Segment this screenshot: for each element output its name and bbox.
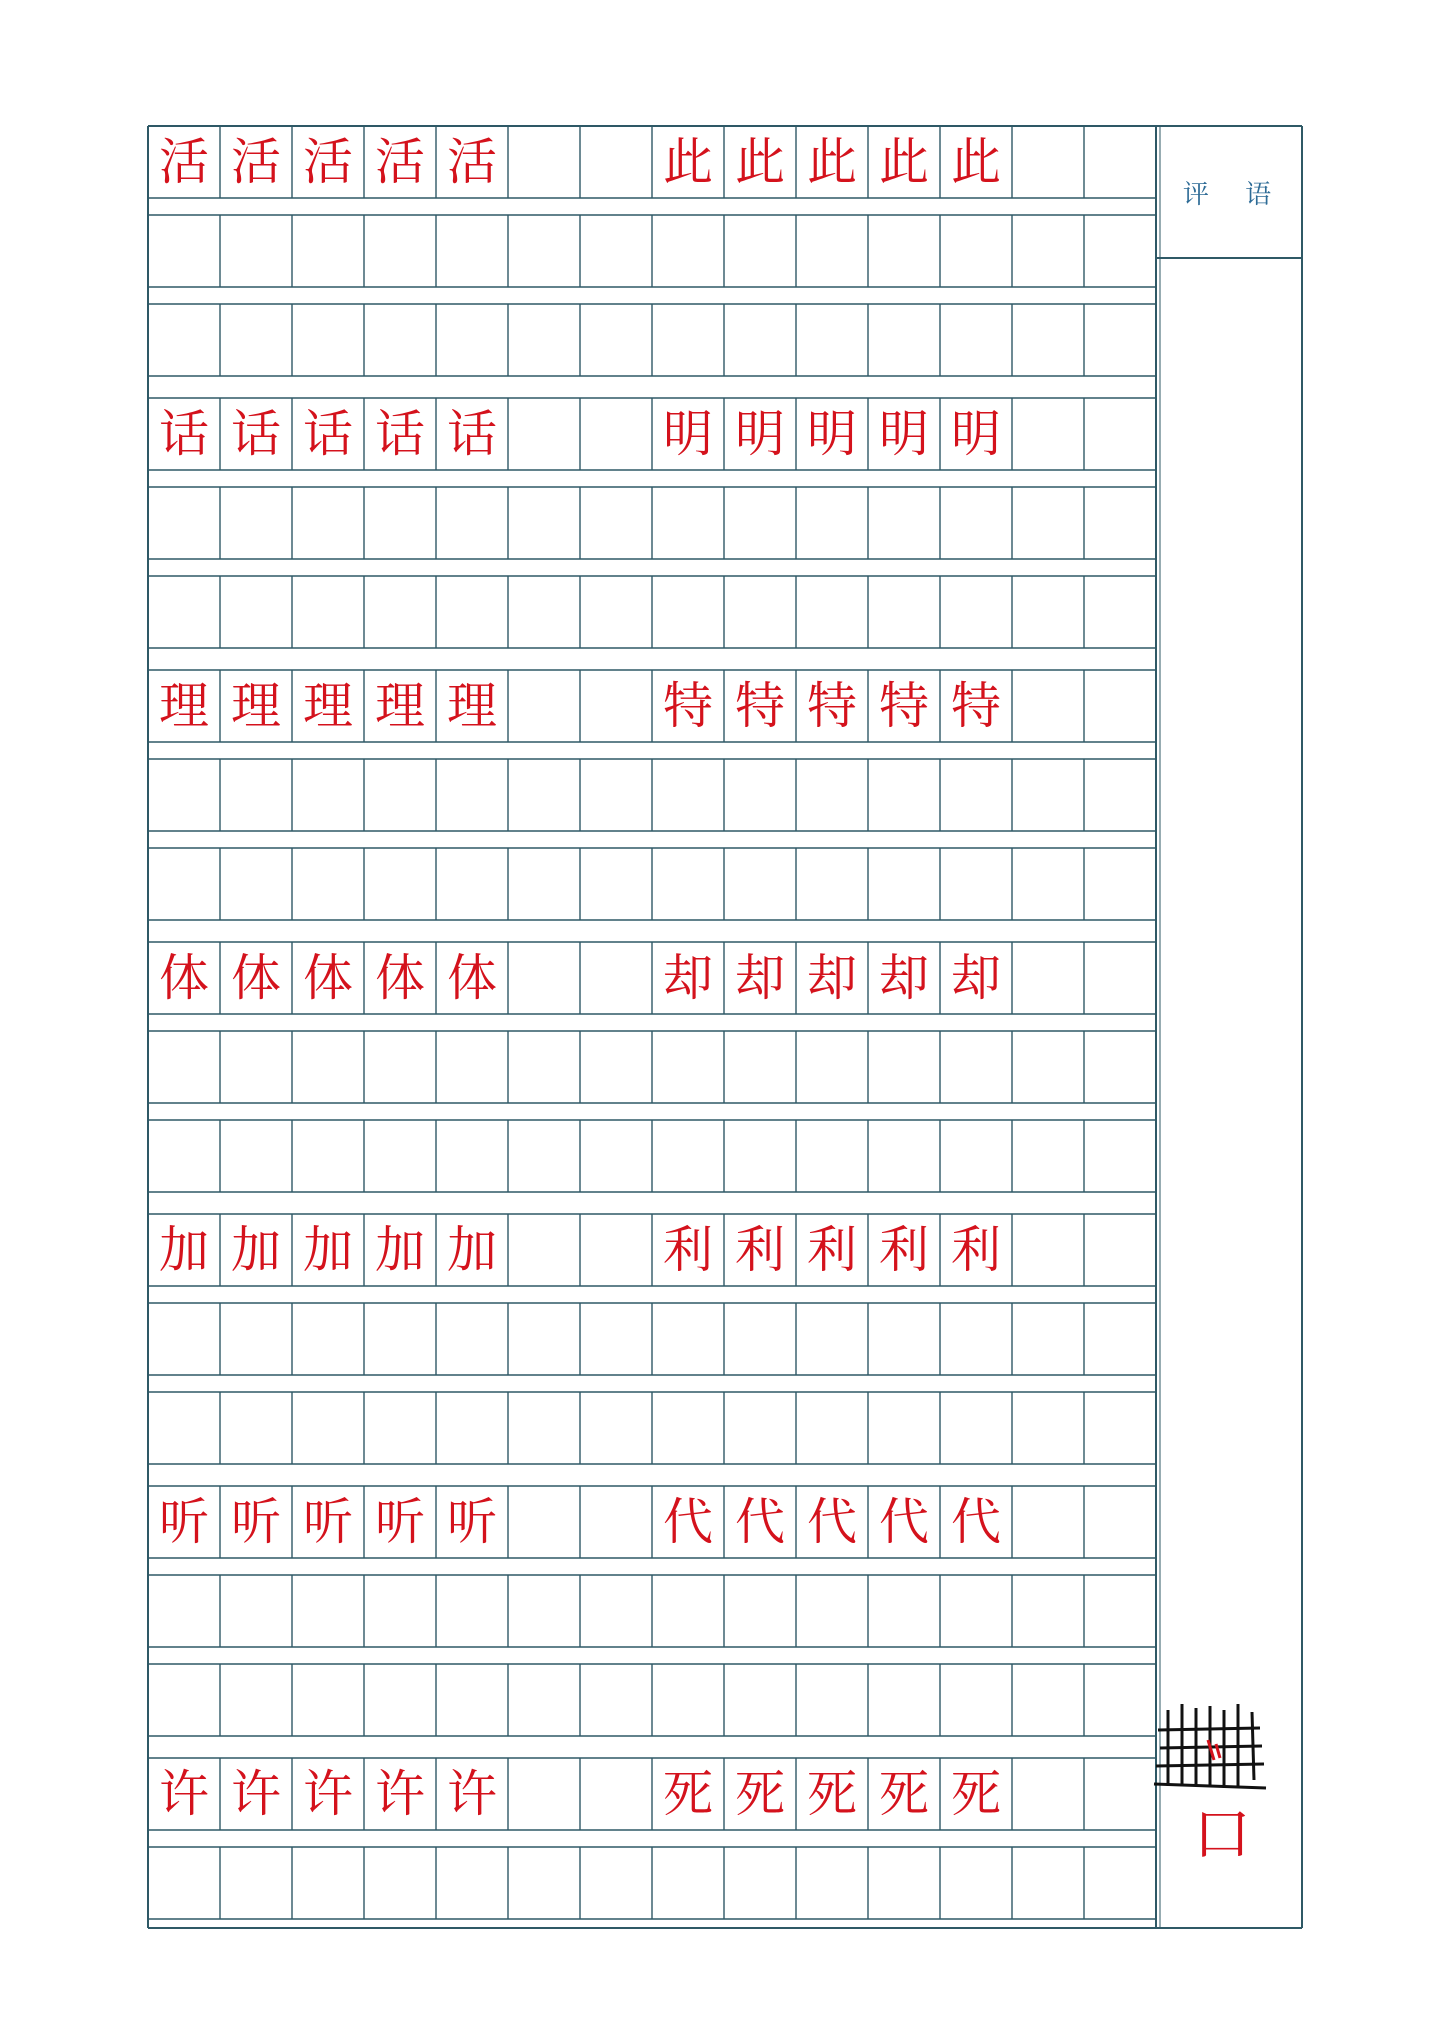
handwritten-char: 听 (303, 1493, 353, 1551)
handwritten-char: 体 (159, 949, 209, 1007)
handwritten-char: 理 (159, 677, 209, 735)
handwritten-char: 此 (879, 133, 929, 191)
grade-box: 口 (1192, 1800, 1251, 1868)
handwritten-char: 加 (159, 1221, 209, 1279)
handwritten-char: 许 (447, 1765, 497, 1823)
handwritten-char: 代 (807, 1493, 857, 1551)
handwritten-char: 死 (807, 1765, 857, 1823)
handwritten-char: 听 (447, 1493, 497, 1551)
handwritten-char: 特 (663, 677, 713, 735)
handwritten-char: 此 (735, 133, 785, 191)
handwritten-char: 明 (951, 405, 1001, 463)
handwritten-char: 特 (735, 677, 785, 735)
handwritten-char: 理 (231, 677, 281, 735)
handwritten-char: 明 (807, 405, 857, 463)
handwritten-char: 明 (735, 405, 785, 463)
handwritten-char: 理 (303, 677, 353, 735)
handwritten-char: 却 (879, 949, 929, 1007)
handwritten-char: 话 (303, 405, 353, 463)
handwritten-char: 死 (735, 1765, 785, 1823)
handwritten-char: 体 (303, 949, 353, 1007)
handwritten-char: 听 (159, 1493, 209, 1551)
handwritten-char: 话 (375, 405, 425, 463)
handwritten-char: 死 (951, 1765, 1001, 1823)
handwritten-char: 此 (663, 133, 713, 191)
handwritten-char: 理 (375, 677, 425, 735)
handwritten-char: 话 (231, 405, 281, 463)
handwritten-char: 明 (879, 405, 929, 463)
handwritten-char: 此 (951, 133, 1001, 191)
handwritten-char: 利 (879, 1221, 929, 1279)
handwritten-char: 话 (447, 405, 497, 463)
handwritten-char: 代 (663, 1493, 713, 1551)
handwritten-char: 却 (951, 949, 1001, 1007)
handwritten-char: 许 (159, 1765, 209, 1823)
handwritten-char: 体 (231, 949, 281, 1007)
handwritten-char: 却 (663, 949, 713, 1007)
handwritten-char: 许 (375, 1765, 425, 1823)
handwritten-char: 加 (447, 1221, 497, 1279)
comment-header: 评 语 (1182, 179, 1286, 210)
handwritten-char: 体 (375, 949, 425, 1007)
handwritten-char: 活 (159, 133, 209, 191)
handwritten-char: 利 (663, 1221, 713, 1279)
handwritten-char: 加 (303, 1221, 353, 1279)
handwritten-char: 加 (231, 1221, 281, 1279)
handwritten-char: 代 (735, 1493, 785, 1551)
handwritten-char: 特 (951, 677, 1001, 735)
handwritten-char: 话 (159, 405, 209, 463)
handwritten-char: 活 (447, 133, 497, 191)
handwritten-char: 加 (375, 1221, 425, 1279)
handwritten-char: 许 (231, 1765, 281, 1823)
handwritten-char: 却 (807, 949, 857, 1007)
handwritten-char: 活 (303, 133, 353, 191)
handwritten-char: 明 (663, 405, 713, 463)
handwritten-char: 特 (807, 677, 857, 735)
handwritten-char: 许 (303, 1765, 353, 1823)
handwritten-char: 理 (447, 677, 497, 735)
handwritten-char: 听 (231, 1493, 281, 1551)
handwritten-char: 此 (807, 133, 857, 191)
handwritten-char: 代 (879, 1493, 929, 1551)
handwritten-char: 死 (663, 1765, 713, 1823)
handwritten-char: 特 (879, 677, 929, 735)
handwritten-char: 却 (735, 949, 785, 1007)
handwritten-char: 体 (447, 949, 497, 1007)
handwritten-char: 死 (879, 1765, 929, 1823)
handwritten-char: 活 (231, 133, 281, 191)
handwritten-char: 听 (375, 1493, 425, 1551)
handwritten-char: 代 (951, 1493, 1001, 1551)
handwritten-char: 利 (951, 1221, 1001, 1279)
handwritten-char: 利 (735, 1221, 785, 1279)
handwritten-char: 活 (375, 133, 425, 191)
handwritten-char: 利 (807, 1221, 857, 1279)
